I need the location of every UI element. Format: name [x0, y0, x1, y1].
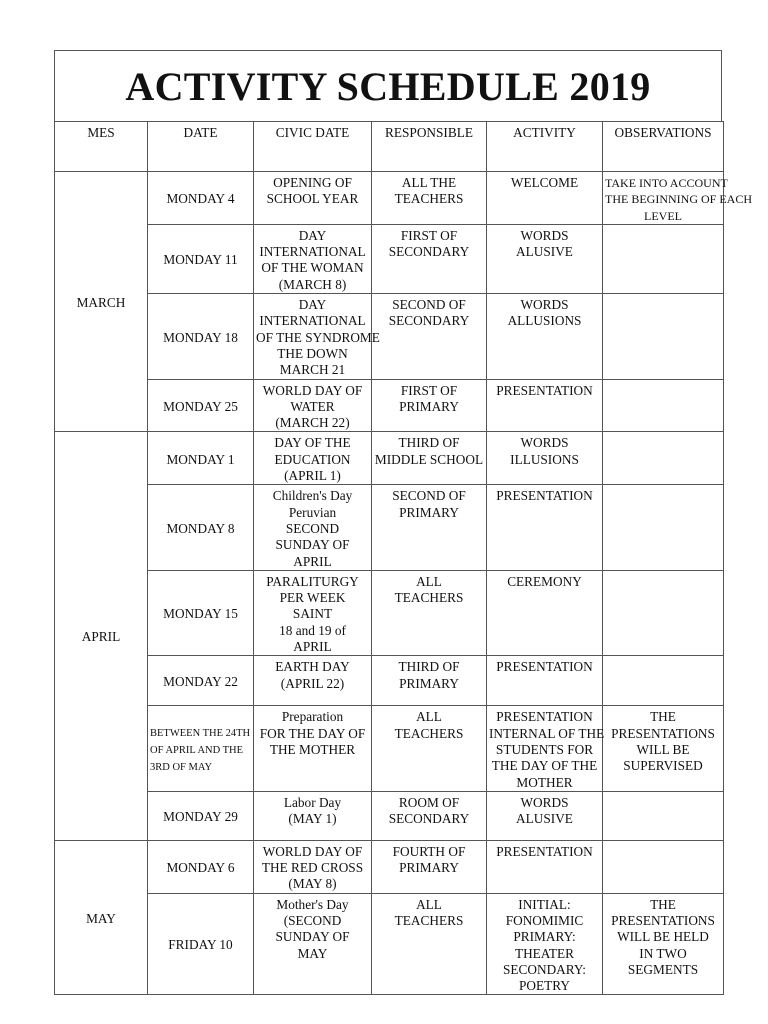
responsible-cell	[372, 432, 487, 485]
civic-line: Preparation	[281, 709, 344, 725]
civic-line: (MARCH 22)	[275, 415, 350, 431]
activity-cell	[487, 840, 603, 893]
civic-line: THE DOWN	[277, 345, 348, 361]
civic-line: SUNDAY OF	[275, 929, 350, 945]
activity-cell	[487, 224, 603, 293]
table-row	[55, 172, 724, 225]
responsible-line: PRIMARY	[399, 398, 459, 414]
observations-line: TAKE INTO ACCOUNT	[605, 176, 728, 190]
civic-date-cell	[254, 485, 372, 570]
schedule-body	[55, 172, 752, 995]
activity-line: SECONDARY:	[502, 961, 586, 977]
civic-line: OF THE SYNDROME	[256, 329, 380, 345]
schedule-table	[54, 121, 752, 995]
table-row	[55, 485, 724, 570]
activity-cell	[487, 570, 603, 655]
date-cell: MONDAY 22	[148, 656, 254, 706]
table-row	[55, 893, 724, 995]
header-row	[55, 122, 724, 172]
observations-cell	[603, 485, 724, 570]
civic-line: SAINT	[292, 606, 333, 622]
responsible-cell	[372, 656, 487, 706]
civic-line: DAY	[298, 227, 327, 243]
activity-line: ALUSIVE	[516, 811, 573, 827]
month-cell: MAY	[55, 840, 148, 995]
activity-line: THEATER	[514, 945, 575, 961]
civic-line: (APRIL 22)	[280, 675, 345, 691]
civic-date-cell	[254, 791, 372, 840]
activity-line: ALUSIVE	[516, 244, 573, 260]
observations-cell	[603, 791, 724, 840]
observations-line: THE	[650, 709, 676, 725]
civic-line: EARTH DAY	[275, 659, 350, 675]
civic-line: EDUCATION	[274, 451, 351, 467]
date-cell: BETWEEN THE 24TH OF APRIL AND THE 3RD OF MAY	[148, 706, 254, 791]
observations-cell	[603, 656, 724, 706]
responsible-line: ALL	[416, 896, 442, 912]
observations-cell	[603, 379, 724, 432]
date-cell: MONDAY 18	[148, 294, 254, 379]
month-cell: MARCH	[55, 172, 148, 432]
civic-line: (MAY 1)	[288, 811, 337, 827]
observations-cell	[603, 706, 724, 791]
observations-cell	[603, 294, 724, 379]
activity-line: THE DAY OF THE	[491, 758, 598, 774]
responsible-line: ALL	[416, 709, 442, 725]
civic-line: OPENING OF	[273, 175, 352, 190]
observations-line: THE	[650, 896, 676, 912]
activity-line: CEREMONY	[507, 573, 582, 589]
activity-cell	[487, 432, 603, 485]
activity-cell	[487, 706, 603, 791]
civic-line: FOR THE DAY OF	[259, 725, 366, 741]
responsible-line: ALL	[416, 573, 442, 589]
date-cell: FRIDAY 10	[148, 893, 254, 995]
civic-line: DAY	[298, 297, 327, 313]
activity-cell	[487, 172, 603, 225]
responsible-cell	[372, 485, 487, 570]
responsible-line: FIRST OF	[400, 382, 458, 398]
responsible-line: THIRD OF	[398, 435, 460, 451]
responsible-line: TEACHERS	[394, 912, 464, 928]
responsible-cell	[372, 893, 487, 995]
activity-line: FONOMIMIC	[505, 912, 584, 928]
observations-cell	[603, 840, 724, 893]
civic-line: MARCH 21	[279, 362, 346, 378]
observations-line: PRESENTATIONS	[611, 912, 715, 928]
responsible-line: ALL THE	[401, 175, 457, 190]
responsible-cell	[372, 570, 487, 655]
activity-line: PRESENTATION	[496, 488, 593, 504]
activity-line: PRESENTATION	[496, 382, 593, 398]
responsible-cell	[372, 224, 487, 293]
activity-line: WORDS	[520, 297, 569, 313]
civic-line: WORLD DAY OF	[262, 843, 363, 859]
table-row	[55, 791, 724, 840]
civic-line: THE RED CROSS	[261, 860, 364, 876]
responsible-cell	[372, 706, 487, 791]
activity-line: INITIAL:	[518, 896, 571, 912]
observations-cell	[603, 224, 724, 293]
activity-line: INTERNAL OF THE	[489, 725, 605, 741]
civic-line: WATER	[290, 398, 335, 414]
activity-line: ILLUSIONS	[510, 451, 579, 467]
civic-line: SCHOOL YEAR	[266, 191, 359, 207]
date-cell: MONDAY 25	[148, 379, 254, 432]
responsible-line: TEACHERS	[394, 191, 464, 207]
civic-line: Peruvian	[288, 504, 337, 520]
activity-cell	[487, 485, 603, 570]
table-row	[55, 840, 724, 893]
civic-date-cell	[254, 570, 372, 655]
date-cell: MONDAY 8	[148, 485, 254, 570]
activity-line: WORDS	[520, 227, 569, 243]
civic-date-cell	[254, 706, 372, 791]
responsible-line: PRIMARY	[399, 675, 459, 691]
civic-line: SUNDAY OF	[275, 537, 350, 553]
table-row	[55, 379, 724, 432]
activity-line: WORDS	[520, 794, 569, 810]
observations-line: THE BEGINNING OF EACH	[605, 192, 752, 207]
civic-line: Children's Day	[272, 488, 353, 504]
date-cell: MONDAY 29	[148, 791, 254, 840]
table-row	[55, 432, 724, 485]
document-title: ACTIVITY SCHEDULE 2019	[54, 50, 722, 121]
header-observations: OBSERVATIONS	[603, 122, 724, 172]
activity-line: PRIMARY:	[513, 929, 576, 945]
observations-cell	[603, 570, 724, 655]
responsible-line: TEACHERS	[394, 590, 464, 606]
civic-date-cell	[254, 172, 372, 225]
responsible-line: THIRD OF	[398, 659, 460, 675]
civic-line: Mother's Day	[276, 896, 349, 912]
table-row	[55, 294, 724, 379]
date-cell: MONDAY 15	[148, 570, 254, 655]
table-row	[55, 224, 724, 293]
header-activity: ACTIVITY	[487, 122, 603, 172]
observations-cell	[603, 432, 724, 485]
responsible-line: SECOND OF	[392, 488, 466, 504]
civic-line: (SECOND	[283, 912, 342, 928]
responsible-cell	[372, 840, 487, 893]
responsible-cell	[372, 294, 487, 379]
civic-date-cell	[254, 893, 372, 995]
responsible-cell	[372, 791, 487, 840]
header-civic-date: CIVIC DATE	[254, 122, 372, 172]
civic-line: MAY	[297, 945, 328, 961]
observations-line: PRESENTATIONS	[611, 725, 715, 741]
date-cell: MONDAY 1	[148, 432, 254, 485]
responsible-line: FIRST OF	[400, 227, 458, 243]
civic-line: (APRIL 1)	[284, 468, 341, 484]
table-row	[55, 570, 724, 655]
civic-line: (MARCH 8)	[278, 276, 347, 292]
observations-line: IN TWO	[639, 945, 687, 961]
responsible-line: TEACHERS	[394, 725, 464, 741]
responsible-line: SECONDARY	[388, 811, 470, 827]
activity-cell	[487, 379, 603, 432]
header-responsible: RESPONSIBLE	[372, 122, 487, 172]
civic-line: PARALITURGY	[266, 573, 359, 589]
responsible-cell	[372, 379, 487, 432]
activity-line: MOTHER	[516, 774, 573, 790]
header-date: DATE	[148, 122, 254, 172]
responsible-line: PRIMARY	[399, 860, 459, 876]
activity-cell	[487, 294, 603, 379]
responsible-line: MIDDLE SCHOOL	[374, 451, 484, 467]
civic-line: SECOND	[285, 520, 340, 536]
civic-line: 18 and 19 of	[279, 622, 346, 638]
civic-date-cell	[254, 656, 372, 706]
civic-line: APRIL	[293, 639, 332, 655]
responsible-line: SECONDARY	[388, 244, 470, 260]
header-mes: MES	[55, 122, 148, 172]
civic-line: Labor Day	[283, 794, 342, 810]
civic-line: APRIL	[293, 553, 332, 569]
civic-date-cell	[254, 224, 372, 293]
civic-date-cell	[254, 432, 372, 485]
civic-line: PER WEEK	[279, 590, 346, 606]
activity-line: POETRY	[519, 978, 570, 994]
activity-line: PRESENTATION	[496, 843, 593, 859]
observations-cell	[603, 172, 752, 225]
activity-cell	[487, 893, 603, 995]
observations-line: LEVEL	[644, 208, 682, 223]
month-cell: APRIL	[55, 432, 148, 840]
civic-line: INTERNATIONAL	[259, 313, 366, 329]
civic-line: DAY OF THE	[274, 435, 351, 451]
civic-date-cell	[254, 379, 372, 432]
date-cell: MONDAY 11	[148, 224, 254, 293]
responsible-line: FOURTH OF	[392, 843, 466, 859]
activity-cell	[487, 791, 603, 840]
civic-date-cell	[254, 840, 372, 893]
schedule-document	[54, 50, 752, 995]
observations-line: WILL BE	[636, 741, 690, 757]
civic-line: WORLD DAY OF	[262, 382, 363, 398]
date-cell: MONDAY 4	[148, 172, 254, 225]
civic-line: OF THE WOMAN	[261, 260, 364, 276]
activity-line: ALLUSIONS	[507, 313, 582, 329]
table-row	[55, 656, 724, 706]
civic-line: (MAY 8)	[288, 876, 337, 892]
responsible-line: SECOND OF	[392, 297, 466, 313]
civic-date-cell	[254, 294, 380, 379]
observations-line: SEGMENTS	[627, 961, 699, 977]
civic-line: INTERNATIONAL	[259, 244, 366, 260]
activity-line: PRESENTATION	[496, 659, 593, 675]
activity-cell	[487, 656, 603, 706]
activity-line: PRESENTATION	[496, 709, 593, 725]
table-row	[55, 706, 724, 791]
activity-line: WORDS	[520, 435, 569, 451]
date-cell: MONDAY 6	[148, 840, 254, 893]
civic-line: THE MOTHER	[269, 741, 356, 757]
responsible-line: PRIMARY	[399, 504, 459, 520]
responsible-cell	[372, 172, 487, 225]
activity-line: WELCOME	[510, 175, 579, 190]
observations-cell	[603, 893, 724, 995]
responsible-line: SECONDARY	[388, 313, 470, 329]
activity-line: STUDENTS FOR	[495, 741, 594, 757]
observations-line: SUPERVISED	[623, 758, 703, 774]
responsible-line: ROOM OF	[398, 794, 460, 810]
observations-line: WILL BE HELD	[617, 929, 709, 945]
